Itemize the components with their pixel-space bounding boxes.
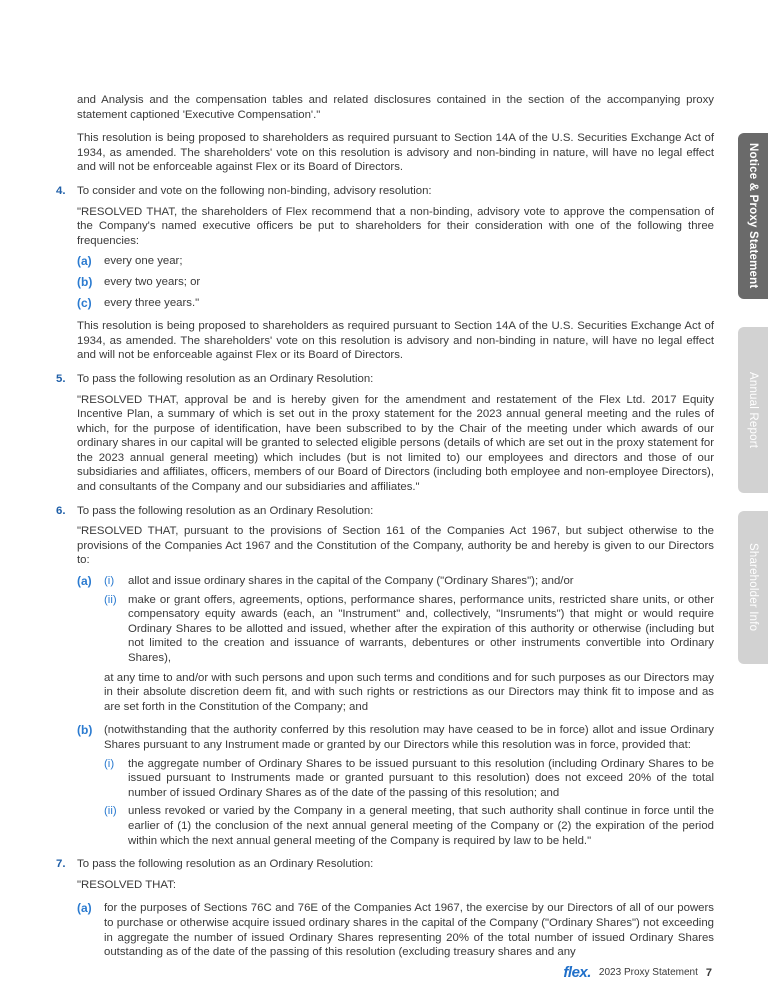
item-4-text: To consider and vote on the following non-binding, advisory resolution: xyxy=(77,184,432,197)
item-6-b-i xyxy=(104,757,714,801)
tab-notice-proxy-statement[interactable] xyxy=(738,133,768,299)
item-6-b-text: (notwithstanding that the authority conferred by this resolution may have ceased to be in force) allot and issue Ordinary Shares pursuant to any Instrument made or granted by our Directors while this resolution was in force, provided that: xyxy=(104,724,714,751)
advisory-paragraph-2: This resolution is being proposed to shareholders as required pursuant to Section 14A of the U.S. Securities Exchange Act of 1934, as amended. The shareholders' vote on this resolution is advisory and non-binding in nature, will have no legal effect and will not be enforceable against Flex or its Board of Directors. xyxy=(77,320,714,362)
page-footer xyxy=(563,964,712,981)
item-7-a-label: (a) xyxy=(77,901,92,916)
item-6-a-body xyxy=(104,574,714,666)
advisory-paragraph-1: This resolution is being proposed to shareholders as required pursuant to Section 14A of the U.S. Securities Exchange Act of 1934, as amended. The shareholders' vote on this resolution is advisory and non-binding in nature, will have no legal effect and will not be enforceable against Flex or its Board of Directors. xyxy=(77,132,714,174)
item-6-b-i-text: the aggregate number of Ordinary Shares to be issued pursuant to this resolution (including Ordinary Shares to be issued pursuant to Instruments made or granted pursuant to this resolution) does not exceed 20% of the total number of issued Ordinary Shares as of the date of the passing of this resolution; and xyxy=(128,757,714,799)
item-6-a-i-text: allot and issue ordinary shares in the capital of the Company ("Ordinary Shares"); and/or xyxy=(128,575,574,588)
item-6-b-ii-label: (ii) xyxy=(104,805,117,818)
item-6-a-after: at any time to and/or with such persons and upon such terms and conditions and for such purposes as our Directors may in their absolute discretion deem fit, and with such rights or restrictions as our Directors may think fit to impose and as are set forth in the Constitution of the Company; and xyxy=(104,671,714,713)
tab-annual-report[interactable] xyxy=(738,327,768,493)
item-4-b-label: (b) xyxy=(77,274,93,289)
item-6-option-b xyxy=(56,723,714,848)
flex-logo: flex. xyxy=(563,964,591,981)
item-7-text: To pass the following resolution as an Ordinary Resolution: xyxy=(77,858,374,871)
item-6 xyxy=(56,504,714,519)
item-4-b-text: every two years; or xyxy=(104,275,201,288)
tab-annual-label: Annual Report xyxy=(747,371,759,449)
item-4 xyxy=(56,184,714,199)
item-5 xyxy=(56,372,714,387)
document-body xyxy=(56,93,714,960)
item-6-quote: "RESOLVED THAT, pursuant to the provisions of Section 161 of the Companies Act 1967, but subject otherwise to the provisions of the Companies Act 1967 and the Constitution of the Company, authority be and hereby is given to our Directors to: xyxy=(77,525,714,567)
item-6-a-ii-label: (ii) xyxy=(104,593,117,606)
item-6-a-i-label: (i) xyxy=(104,575,115,588)
item-4-number: 4. xyxy=(56,184,66,197)
item-6-option-a xyxy=(56,574,714,666)
item-6-a-i xyxy=(104,574,714,589)
item-4-a-label: (a) xyxy=(77,254,92,269)
item-7-a-text: for the purposes of Sections 76C and 76E of the Companies Act 1967, the exercise by our Directors of all of our powers to purchase or otherwise acquire issued ordinary shares in the capital of the Company ("Ordinary Shares") not exceeding in aggregate the number of issued Ordinary Shares representing 20% of the total number of issued Ordinary Shares outstanding as of the date of the passing of this resolution (excluding treasury shares and any xyxy=(104,902,714,959)
item-5-text: To pass the following resolution as an Ordinary Resolution: xyxy=(77,372,374,385)
item-6-a-ii xyxy=(104,593,714,666)
item-4-c-text: every three years." xyxy=(104,296,200,309)
item-6-b-label: (b) xyxy=(77,723,93,738)
item-4-option-c xyxy=(56,296,714,311)
item-6-number: 6. xyxy=(56,504,66,517)
item-4-option-b xyxy=(56,275,714,290)
item-4-a-text: every one year; xyxy=(104,255,183,268)
item-4-c-label: (c) xyxy=(77,295,92,310)
item-7-quote: "RESOLVED THAT: xyxy=(77,878,176,891)
item-4-quote: "RESOLVED THAT, the shareholders of Flex recommend that a non-binding, advisory vote to approve the compensation of the Company's named executive officers be put to shareholders for their consideration with one of the following three frequencies: xyxy=(77,205,714,247)
tab-shareholder-info[interactable] xyxy=(738,511,768,664)
item-7 xyxy=(56,857,714,872)
intro-paragraph: and Analysis and the compensation tables and related disclosures contained in the section of the accompanying proxy statement captioned 'Executive Compensation'." xyxy=(77,94,714,121)
item-5-number: 5. xyxy=(56,372,66,385)
tab-shareholder-label: Shareholder Info xyxy=(747,543,759,632)
item-5-quote: "RESOLVED THAT, approval be and is hereby given for the amendment and restatement of the Flex Ltd. 2017 Equity Incentive Plan, a summary of which is set out in the proxy statement for the 2023 annual general meeting and the rules of which, for the purpose of identification, have been subscribed to by the Chair of the meeting under which awards of our ordinary shares in our capital will be granted to selected eligible persons (details of which are set out in the proxy statement for the 2023 annual general meeting) which includes (but is not limited to) our employees and directors and those of our subsidiaries and affiliates, officers, members of our Board of Directors (including both employee and non-employee Directors), and consultants of the Company and our subsidiaries and affiliates." xyxy=(77,393,714,494)
item-6-b-ii xyxy=(104,804,714,848)
item-6-text: To pass the following resolution as an Ordinary Resolution: xyxy=(77,504,374,517)
item-6-a-label: (a) xyxy=(77,574,92,589)
footer-doc-title: 2023 Proxy Statement xyxy=(598,967,698,978)
item-6-b-ii-text: unless revoked or varied by the Company in a general meeting, that such authority shall continue in force until the earlier of (1) the conclusion of the next annual general meeting of the Company or (2) the expiration of the period within which the next annual general meeting of the Company is required by law to be held." xyxy=(128,805,714,847)
item-6-b-body xyxy=(104,723,714,848)
item-6-a-ii-text: make or grant offers, agreements, options, performance shares, performance units, restricted share units, or other compensatory equity awards (each, an "Instrument" and, collectively, "Insruments") that might or would require Ordinary Shares to be allotted and issued, whether after the expiration of this authority or otherwise (including but not limited to the creation and issuance of warrants, debentures or other instruments convertible into Ordinary Shares), xyxy=(128,593,714,664)
item-6-b-i-label: (i) xyxy=(104,757,115,770)
page-number: 7 xyxy=(705,966,712,979)
item-4-option-a xyxy=(56,254,714,269)
item-7-option-a xyxy=(56,901,714,959)
tab-notice-label: Notice & Proxy Statement xyxy=(747,143,759,289)
item-7-number: 7. xyxy=(56,858,66,871)
